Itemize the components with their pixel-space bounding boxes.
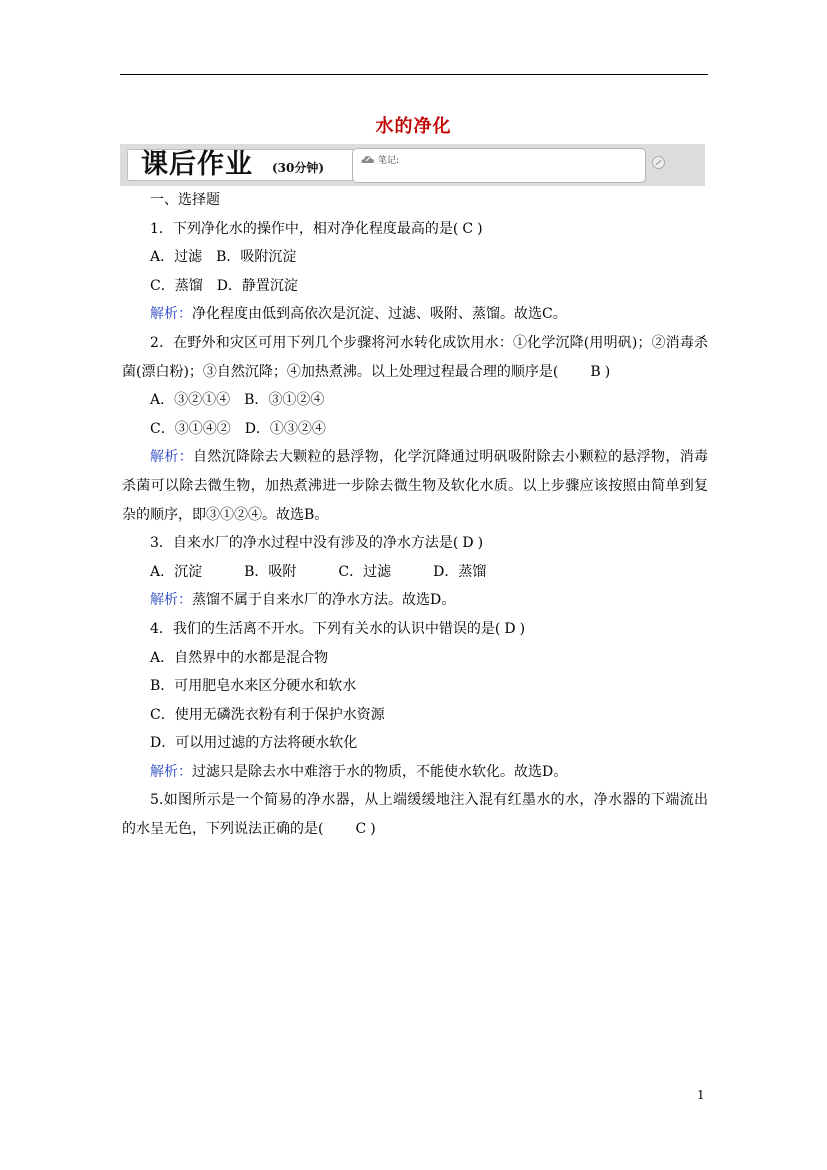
q2-analysis: 解析：自然沉降除去大颗粒的悬浮物，化学沉降通过明矾吸附除去小颗粒的悬浮物，消毒杀菌可以除去微生物，加热煮沸进一步除去微生物及软化水质。以上步骤应该按照由简单到复杂的顺序，即③①②④。故选B。 [122, 449, 709, 523]
answer-2: B [590, 363, 601, 380]
answer-4: D [504, 620, 516, 637]
question-4: 4．我们的生活离不开水。下列有关水的认识中错误的是( D ) [122, 615, 708, 644]
answer-5: C [355, 821, 367, 838]
analysis-label: 解析： [150, 592, 192, 609]
page-title: 水的净化 [375, 116, 452, 137]
q4-option-a: A．自然界中的水都是混合物 [150, 649, 329, 666]
notes-field[interactable] [352, 148, 646, 183]
q2-options-ab: A．③②①④ B．③①②④ [150, 392, 325, 409]
q3-options: A．沉淀 B．吸附 C．过滤 D．蒸馏 [150, 563, 487, 580]
header-rule [120, 74, 708, 75]
analysis-label: 解析： [150, 306, 192, 323]
page-number: 1 [697, 1088, 705, 1102]
q1-options-cd: C．蒸馏 D．静置沉淀 [150, 277, 298, 294]
banner-time: (30分钟) [272, 161, 325, 175]
question-5: 5.如图所示是一个简易的净水器，从上端缓缓地注入混有红墨水的水，净水器的下端流出的水呈无色，下列说法正确的是( C ) [122, 786, 708, 843]
q3-analysis: 解析：蒸馏不属于自来水厂的净水方法。故选D。 [150, 592, 456, 609]
q4-option-b: B．可用肥皂水来区分硬水和软水 [150, 678, 357, 695]
clear-icon[interactable] [652, 156, 665, 169]
q1-options-ab: A．过滤 B．吸附沉淀 [150, 249, 297, 266]
section-heading: 一、选择题 [150, 192, 220, 208]
q4-analysis: 解析：过滤只是除去水中难溶于水的物质，不能使水软化。故选D。 [150, 763, 568, 780]
q1-analysis: 解析：净化程度由低到高依次是沉淀、过滤、吸附、蒸馏。故选C。 [150, 306, 567, 323]
question-2: 2．在野外和灾区可用下列几个步骤将河水转化成饮用水：①化学沉降(用明矾)；②消毒杀菌(漂白粉)；③自然沉降；④加热煮沸。以上处理过程最合理的顺序是( B ) [122, 329, 708, 386]
exercise-content [122, 186, 708, 844]
notes-label: 笔记: [378, 156, 400, 166]
question-3: 3．自来水厂的净水过程中没有涉及的净水方法是( D ) [122, 529, 708, 558]
analysis-label: 解析： [150, 449, 193, 466]
analysis-label: 解析： [150, 763, 192, 780]
question-1: 1．下列净化水的操作中，相对净化程度最高的是( C ) [122, 215, 708, 244]
answer-1: C [462, 220, 474, 237]
q2-options-cd: C．③①④② D．①③②④ [150, 420, 326, 437]
homework-banner [120, 144, 705, 186]
q4-option-d: D．可以用过滤的方法将硬水软化 [150, 735, 358, 752]
cloud-pencil-icon [361, 154, 375, 166]
q4-option-c: C．使用无磷洗衣粉有利于保护水资源 [150, 706, 385, 723]
answer-3: D [462, 535, 474, 552]
banner-title: 课后作业 [141, 149, 253, 180]
